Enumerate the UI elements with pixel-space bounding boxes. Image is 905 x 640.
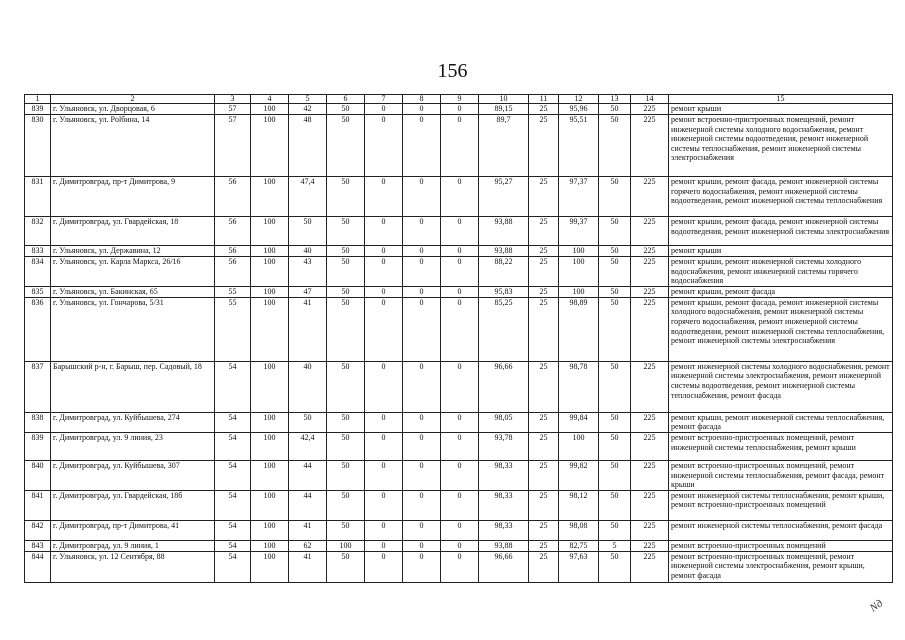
table-row bbox=[25, 490, 893, 520]
value-cell: 225 bbox=[631, 257, 669, 287]
address-cell: г. Ульяновск, ул. 12 Сентября, 88 bbox=[51, 551, 215, 582]
value-cell: 0 bbox=[403, 540, 441, 551]
value-cell: 0 bbox=[403, 257, 441, 287]
value-cell: 25 bbox=[529, 246, 559, 257]
value-cell: 50 bbox=[327, 246, 365, 257]
value-cell: 50 bbox=[327, 115, 365, 177]
value-cell: 97,63 bbox=[559, 551, 599, 582]
value-cell: 100 bbox=[559, 286, 599, 297]
value-cell: 41 bbox=[289, 520, 327, 540]
value-cell: 0 bbox=[365, 460, 403, 490]
row-number-cell: 837 bbox=[25, 361, 51, 412]
value-cell: 0 bbox=[441, 257, 479, 287]
value-cell: 40 bbox=[289, 361, 327, 412]
value-cell: 225 bbox=[631, 297, 669, 361]
value-cell: 0 bbox=[403, 412, 441, 432]
value-cell: 50 bbox=[599, 520, 631, 540]
value-cell: 225 bbox=[631, 432, 669, 460]
value-cell: 57 bbox=[215, 115, 251, 177]
address-cell: г. Димитровград, пр-т Димитрова, 9 bbox=[51, 177, 215, 217]
value-cell: 25 bbox=[529, 297, 559, 361]
value-cell: 56 bbox=[215, 177, 251, 217]
work-types-cell: ремонт крыши, ремонт фасада, ремонт инженерной системы водоотведения, ремонт инженерной системы электроснабжения bbox=[669, 217, 893, 246]
value-cell: 50 bbox=[327, 104, 365, 115]
value-cell: 25 bbox=[529, 490, 559, 520]
value-cell: 225 bbox=[631, 490, 669, 520]
value-cell: 100 bbox=[251, 551, 289, 582]
value-cell: 56 bbox=[215, 246, 251, 257]
value-cell: 100 bbox=[327, 540, 365, 551]
row-number-cell: 842 bbox=[25, 520, 51, 540]
value-cell: 96,66 bbox=[479, 551, 529, 582]
row-number-cell: 830 bbox=[25, 115, 51, 177]
work-types-cell: ремонт крыши, ремонт фасада, ремонт инженерной системы горячего водоснабжения, ремонт инженерной системы водоотведения, ремонт инженерной системы теплоснабжения bbox=[669, 177, 893, 217]
value-cell: 100 bbox=[251, 490, 289, 520]
value-cell: 0 bbox=[365, 551, 403, 582]
value-cell: 50 bbox=[599, 297, 631, 361]
value-cell: 0 bbox=[365, 297, 403, 361]
value-cell: 50 bbox=[599, 115, 631, 177]
value-cell: 225 bbox=[631, 361, 669, 412]
value-cell: 98,05 bbox=[479, 412, 529, 432]
value-cell: 98,33 bbox=[479, 460, 529, 490]
handwritten-mark: Nд bbox=[867, 597, 886, 615]
value-cell: 25 bbox=[529, 361, 559, 412]
value-cell: 25 bbox=[529, 551, 559, 582]
value-cell: 41 bbox=[289, 297, 327, 361]
column-number-header: 10 bbox=[479, 95, 529, 104]
work-types-cell: ремонт инженерной системы холодного водоснабжения, ремонт инженерной системы электроснабжения, ремонт инженерной системы водоотведения, ремонт инженерной системы теплоснабжения, ремонт фасада bbox=[669, 361, 893, 412]
column-number-header: 13 bbox=[599, 95, 631, 104]
value-cell: 50 bbox=[327, 297, 365, 361]
value-cell: 0 bbox=[403, 490, 441, 520]
address-cell: Барышский р-н, г. Барыш, пер. Садовый, 18 bbox=[51, 361, 215, 412]
value-cell: 54 bbox=[215, 412, 251, 432]
work-types-cell: ремонт инженерной системы теплоснабжения, ремонт крыши, ремонт встроенно-пристроенных помещений bbox=[669, 490, 893, 520]
value-cell: 25 bbox=[529, 217, 559, 246]
value-cell: 225 bbox=[631, 177, 669, 217]
column-number-header: 7 bbox=[365, 95, 403, 104]
column-number-header: 11 bbox=[529, 95, 559, 104]
table-row bbox=[25, 551, 893, 582]
table-row bbox=[25, 520, 893, 540]
value-cell: 99,84 bbox=[559, 412, 599, 432]
value-cell: 99,37 bbox=[559, 217, 599, 246]
work-types-cell: ремонт инженерной системы теплоснабжения, ремонт фасада bbox=[669, 520, 893, 540]
register-table bbox=[24, 94, 893, 583]
row-number-cell: 832 bbox=[25, 217, 51, 246]
value-cell: 42,4 bbox=[289, 432, 327, 460]
value-cell: 50 bbox=[327, 361, 365, 412]
value-cell: 0 bbox=[403, 297, 441, 361]
row-number-cell: 833 bbox=[25, 246, 51, 257]
address-cell: г. Димитровград, ул. Куйбышева, 274 bbox=[51, 412, 215, 432]
value-cell: 0 bbox=[441, 297, 479, 361]
address-cell: г. Ульяновск, ул. Карла Маркса, 26/16 bbox=[51, 257, 215, 287]
value-cell: 0 bbox=[403, 246, 441, 257]
row-number-cell: 838 bbox=[25, 412, 51, 432]
work-types-cell: ремонт крыши, ремонт инженерной системы теплоснабжения, ремонт фасада bbox=[669, 412, 893, 432]
value-cell: 100 bbox=[251, 177, 289, 217]
value-cell: 0 bbox=[441, 520, 479, 540]
value-cell: 50 bbox=[327, 286, 365, 297]
table-row bbox=[25, 540, 893, 551]
row-number-cell: 836 bbox=[25, 297, 51, 361]
column-number-header: 12 bbox=[559, 95, 599, 104]
address-cell: г. Ульяновск, ул. Гончарова, 5/31 bbox=[51, 297, 215, 361]
value-cell: 98,78 bbox=[559, 361, 599, 412]
header-row bbox=[25, 95, 893, 104]
address-cell: г. Ульяновск, ул. Бакинская, 65 bbox=[51, 286, 215, 297]
value-cell: 0 bbox=[403, 361, 441, 412]
value-cell: 0 bbox=[441, 460, 479, 490]
value-cell: 100 bbox=[251, 432, 289, 460]
address-cell: г. Димитровград, ул. 9 линия, 23 bbox=[51, 432, 215, 460]
table-row bbox=[25, 460, 893, 490]
value-cell: 50 bbox=[599, 177, 631, 217]
work-types-cell: ремонт встроенно-пристроенных помещений, ремонт инженерной системы холодного водоснабжения, ремонт инженерной системы водоотведения, ремонт инженерной системы теплоснабжения, ремонт инженерной системы электроснабжения bbox=[669, 115, 893, 177]
work-types-cell: ремонт встроенно-пристроенных помещений, ремонт инженерной системы теплоснабжения, ремонт фасада, ремонт крыши bbox=[669, 460, 893, 490]
value-cell: 0 bbox=[365, 432, 403, 460]
work-types-cell: ремонт встроенно-пристроенных помещений, ремонт инженерной системы электроснабжения, ремонт крыши, ремонт фасада bbox=[669, 551, 893, 582]
value-cell: 100 bbox=[251, 460, 289, 490]
value-cell: 25 bbox=[529, 540, 559, 551]
address-cell: г. Димитровград, ул. Гвардейская, 18 bbox=[51, 217, 215, 246]
value-cell: 82,75 bbox=[559, 540, 599, 551]
value-cell: 50 bbox=[599, 286, 631, 297]
table-row bbox=[25, 257, 893, 287]
value-cell: 93,78 bbox=[479, 432, 529, 460]
value-cell: 0 bbox=[441, 432, 479, 460]
column-number-header: 8 bbox=[403, 95, 441, 104]
value-cell: 0 bbox=[441, 246, 479, 257]
work-types-cell: ремонт крыши bbox=[669, 104, 893, 115]
value-cell: 0 bbox=[403, 551, 441, 582]
value-cell: 0 bbox=[403, 432, 441, 460]
column-number-header: 15 bbox=[669, 95, 893, 104]
value-cell: 25 bbox=[529, 115, 559, 177]
value-cell: 50 bbox=[599, 257, 631, 287]
value-cell: 50 bbox=[599, 432, 631, 460]
value-cell: 95,96 bbox=[559, 104, 599, 115]
value-cell: 225 bbox=[631, 520, 669, 540]
value-cell: 100 bbox=[251, 286, 289, 297]
value-cell: 98,89 bbox=[559, 297, 599, 361]
value-cell: 50 bbox=[327, 177, 365, 217]
value-cell: 100 bbox=[251, 361, 289, 412]
address-cell: г. Димитровград, ул. Куйбышева, 307 bbox=[51, 460, 215, 490]
value-cell: 25 bbox=[529, 460, 559, 490]
value-cell: 50 bbox=[327, 257, 365, 287]
value-cell: 89,15 bbox=[479, 104, 529, 115]
address-cell: г. Ульяновск, ул. Polбина, 14 bbox=[51, 115, 215, 177]
value-cell: 47 bbox=[289, 286, 327, 297]
value-cell: 100 bbox=[559, 432, 599, 460]
value-cell: 95,83 bbox=[479, 286, 529, 297]
value-cell: 50 bbox=[599, 460, 631, 490]
work-types-cell: ремонт встроенно-пристроенных помещений, ремонт инженерной системы теплоснабжения, ремонт крыши bbox=[669, 432, 893, 460]
value-cell: 50 bbox=[599, 412, 631, 432]
value-cell: 50 bbox=[289, 217, 327, 246]
value-cell: 47,4 bbox=[289, 177, 327, 217]
work-types-cell: ремонт крыши, ремонт фасада bbox=[669, 286, 893, 297]
value-cell: 50 bbox=[327, 412, 365, 432]
address-cell: г. Димитровград, пр-т Димитрова, 41 bbox=[51, 520, 215, 540]
value-cell: 25 bbox=[529, 257, 559, 287]
value-cell: 25 bbox=[529, 177, 559, 217]
value-cell: 100 bbox=[251, 217, 289, 246]
value-cell: 44 bbox=[289, 460, 327, 490]
value-cell: 50 bbox=[599, 246, 631, 257]
value-cell: 54 bbox=[215, 520, 251, 540]
value-cell: 0 bbox=[403, 460, 441, 490]
value-cell: 100 bbox=[559, 257, 599, 287]
value-cell: 54 bbox=[215, 460, 251, 490]
value-cell: 56 bbox=[215, 257, 251, 287]
row-number-cell: 840 bbox=[25, 460, 51, 490]
value-cell: 0 bbox=[441, 177, 479, 217]
work-types-cell: ремонт крыши, ремонт фасада, ремонт инженерной системы холодного водоснабжения, ремонт инженерной системы горячего водоснабжения, ремонт инженерной системы водоотведения, ремонт инженерной системы теплоснабжения, ремонт инженерной системы электроснабжения bbox=[669, 297, 893, 361]
work-types-cell: ремонт крыши bbox=[669, 246, 893, 257]
column-number-header: 6 bbox=[327, 95, 365, 104]
value-cell: 48 bbox=[289, 115, 327, 177]
value-cell: 100 bbox=[559, 246, 599, 257]
value-cell: 0 bbox=[365, 490, 403, 520]
column-number-header: 9 bbox=[441, 95, 479, 104]
value-cell: 98,08 bbox=[559, 520, 599, 540]
value-cell: 100 bbox=[251, 540, 289, 551]
table-row bbox=[25, 115, 893, 177]
value-cell: 97,37 bbox=[559, 177, 599, 217]
value-cell: 50 bbox=[599, 490, 631, 520]
value-cell: 99,82 bbox=[559, 460, 599, 490]
column-number-header: 4 bbox=[251, 95, 289, 104]
value-cell: 100 bbox=[251, 520, 289, 540]
table-row bbox=[25, 412, 893, 432]
value-cell: 54 bbox=[215, 540, 251, 551]
value-cell: 88,22 bbox=[479, 257, 529, 287]
value-cell: 225 bbox=[631, 460, 669, 490]
value-cell: 50 bbox=[327, 217, 365, 246]
row-number-cell: 831 bbox=[25, 177, 51, 217]
value-cell: 98,33 bbox=[479, 490, 529, 520]
value-cell: 225 bbox=[631, 104, 669, 115]
value-cell: 50 bbox=[327, 520, 365, 540]
value-cell: 225 bbox=[631, 540, 669, 551]
value-cell: 96,66 bbox=[479, 361, 529, 412]
row-number-cell: 843 bbox=[25, 540, 51, 551]
value-cell: 56 bbox=[215, 217, 251, 246]
value-cell: 0 bbox=[365, 412, 403, 432]
value-cell: 0 bbox=[365, 257, 403, 287]
value-cell: 225 bbox=[631, 551, 669, 582]
value-cell: 25 bbox=[529, 286, 559, 297]
value-cell: 98,33 bbox=[479, 520, 529, 540]
value-cell: 40 bbox=[289, 246, 327, 257]
value-cell: 0 bbox=[441, 412, 479, 432]
value-cell: 0 bbox=[441, 551, 479, 582]
work-types-cell: ремонт крыши, ремонт инженерной системы холодного водоснабжения, ремонт инженерной системы горячего водоснабжения bbox=[669, 257, 893, 287]
row-number-cell: 835 bbox=[25, 286, 51, 297]
value-cell: 0 bbox=[441, 115, 479, 177]
value-cell: 225 bbox=[631, 115, 669, 177]
value-cell: 0 bbox=[403, 104, 441, 115]
value-cell: 25 bbox=[529, 104, 559, 115]
page-number: 156 bbox=[437, 60, 468, 82]
value-cell: 0 bbox=[365, 540, 403, 551]
value-cell: 0 bbox=[403, 520, 441, 540]
value-cell: 100 bbox=[251, 257, 289, 287]
row-number-cell: 841 bbox=[25, 490, 51, 520]
value-cell: 85,25 bbox=[479, 297, 529, 361]
table-row bbox=[25, 361, 893, 412]
value-cell: 100 bbox=[251, 115, 289, 177]
row-number-cell: 839 bbox=[25, 432, 51, 460]
value-cell: 0 bbox=[441, 540, 479, 551]
value-cell: 25 bbox=[529, 520, 559, 540]
table-row bbox=[25, 104, 893, 115]
value-cell: 225 bbox=[631, 286, 669, 297]
value-cell: 62 bbox=[289, 540, 327, 551]
table-row bbox=[25, 177, 893, 217]
value-cell: 54 bbox=[215, 361, 251, 412]
value-cell: 50 bbox=[327, 490, 365, 520]
value-cell: 50 bbox=[599, 551, 631, 582]
value-cell: 0 bbox=[365, 115, 403, 177]
value-cell: 0 bbox=[365, 104, 403, 115]
value-cell: 50 bbox=[599, 361, 631, 412]
address-cell: г. Ульяновск, ул. Державина, 12 bbox=[51, 246, 215, 257]
column-number-header: 14 bbox=[631, 95, 669, 104]
value-cell: 0 bbox=[365, 520, 403, 540]
value-cell: 100 bbox=[251, 412, 289, 432]
address-cell: г. Димитровград, ул. 9 линия, 1 bbox=[51, 540, 215, 551]
table-row bbox=[25, 286, 893, 297]
row-number-cell: 834 bbox=[25, 257, 51, 287]
value-cell: 95,27 bbox=[479, 177, 529, 217]
value-cell: 0 bbox=[403, 286, 441, 297]
value-cell: 50 bbox=[599, 217, 631, 246]
value-cell: 43 bbox=[289, 257, 327, 287]
value-cell: 225 bbox=[631, 217, 669, 246]
value-cell: 98,12 bbox=[559, 490, 599, 520]
value-cell: 25 bbox=[529, 432, 559, 460]
value-cell: 42 bbox=[289, 104, 327, 115]
value-cell: 0 bbox=[403, 177, 441, 217]
value-cell: 100 bbox=[251, 246, 289, 257]
value-cell: 95,51 bbox=[559, 115, 599, 177]
value-cell: 0 bbox=[365, 217, 403, 246]
value-cell: 54 bbox=[215, 432, 251, 460]
value-cell: 0 bbox=[441, 490, 479, 520]
value-cell: 100 bbox=[251, 104, 289, 115]
value-cell: 55 bbox=[215, 297, 251, 361]
value-cell: 100 bbox=[251, 297, 289, 361]
table-row bbox=[25, 432, 893, 460]
value-cell: 54 bbox=[215, 490, 251, 520]
table-row bbox=[25, 246, 893, 257]
table-row bbox=[25, 297, 893, 361]
column-number-header: 3 bbox=[215, 95, 251, 104]
value-cell: 0 bbox=[365, 286, 403, 297]
value-cell: 5 bbox=[599, 540, 631, 551]
value-cell: 0 bbox=[441, 286, 479, 297]
value-cell: 0 bbox=[365, 246, 403, 257]
value-cell: 41 bbox=[289, 551, 327, 582]
row-number-cell: 839 bbox=[25, 104, 51, 115]
value-cell: 25 bbox=[529, 412, 559, 432]
value-cell: 54 bbox=[215, 551, 251, 582]
value-cell: 0 bbox=[365, 361, 403, 412]
value-cell: 50 bbox=[327, 432, 365, 460]
value-cell: 44 bbox=[289, 490, 327, 520]
value-cell: 0 bbox=[403, 217, 441, 246]
value-cell: 0 bbox=[365, 177, 403, 217]
value-cell: 89,7 bbox=[479, 115, 529, 177]
value-cell: 0 bbox=[441, 217, 479, 246]
value-cell: 50 bbox=[327, 551, 365, 582]
work-types-cell: ремонт встроенно-пристроенных помещений bbox=[669, 540, 893, 551]
value-cell: 0 bbox=[403, 115, 441, 177]
value-cell: 57 bbox=[215, 104, 251, 115]
value-cell: 93,88 bbox=[479, 246, 529, 257]
value-cell: 0 bbox=[441, 104, 479, 115]
column-number-header: 1 bbox=[25, 95, 51, 104]
value-cell: 225 bbox=[631, 412, 669, 432]
address-cell: г. Димитровград, ул. Гвардейская, 18б bbox=[51, 490, 215, 520]
value-cell: 50 bbox=[289, 412, 327, 432]
value-cell: 0 bbox=[441, 361, 479, 412]
column-number-header: 5 bbox=[289, 95, 327, 104]
value-cell: 50 bbox=[327, 460, 365, 490]
value-cell: 93,88 bbox=[479, 217, 529, 246]
table-row bbox=[25, 217, 893, 246]
value-cell: 50 bbox=[599, 104, 631, 115]
value-cell: 93,88 bbox=[479, 540, 529, 551]
value-cell: 55 bbox=[215, 286, 251, 297]
value-cell: 225 bbox=[631, 246, 669, 257]
column-number-header: 2 bbox=[51, 95, 215, 104]
address-cell: г. Ульяновск, ул. Дворцовая, 6 bbox=[51, 104, 215, 115]
row-number-cell: 844 bbox=[25, 551, 51, 582]
